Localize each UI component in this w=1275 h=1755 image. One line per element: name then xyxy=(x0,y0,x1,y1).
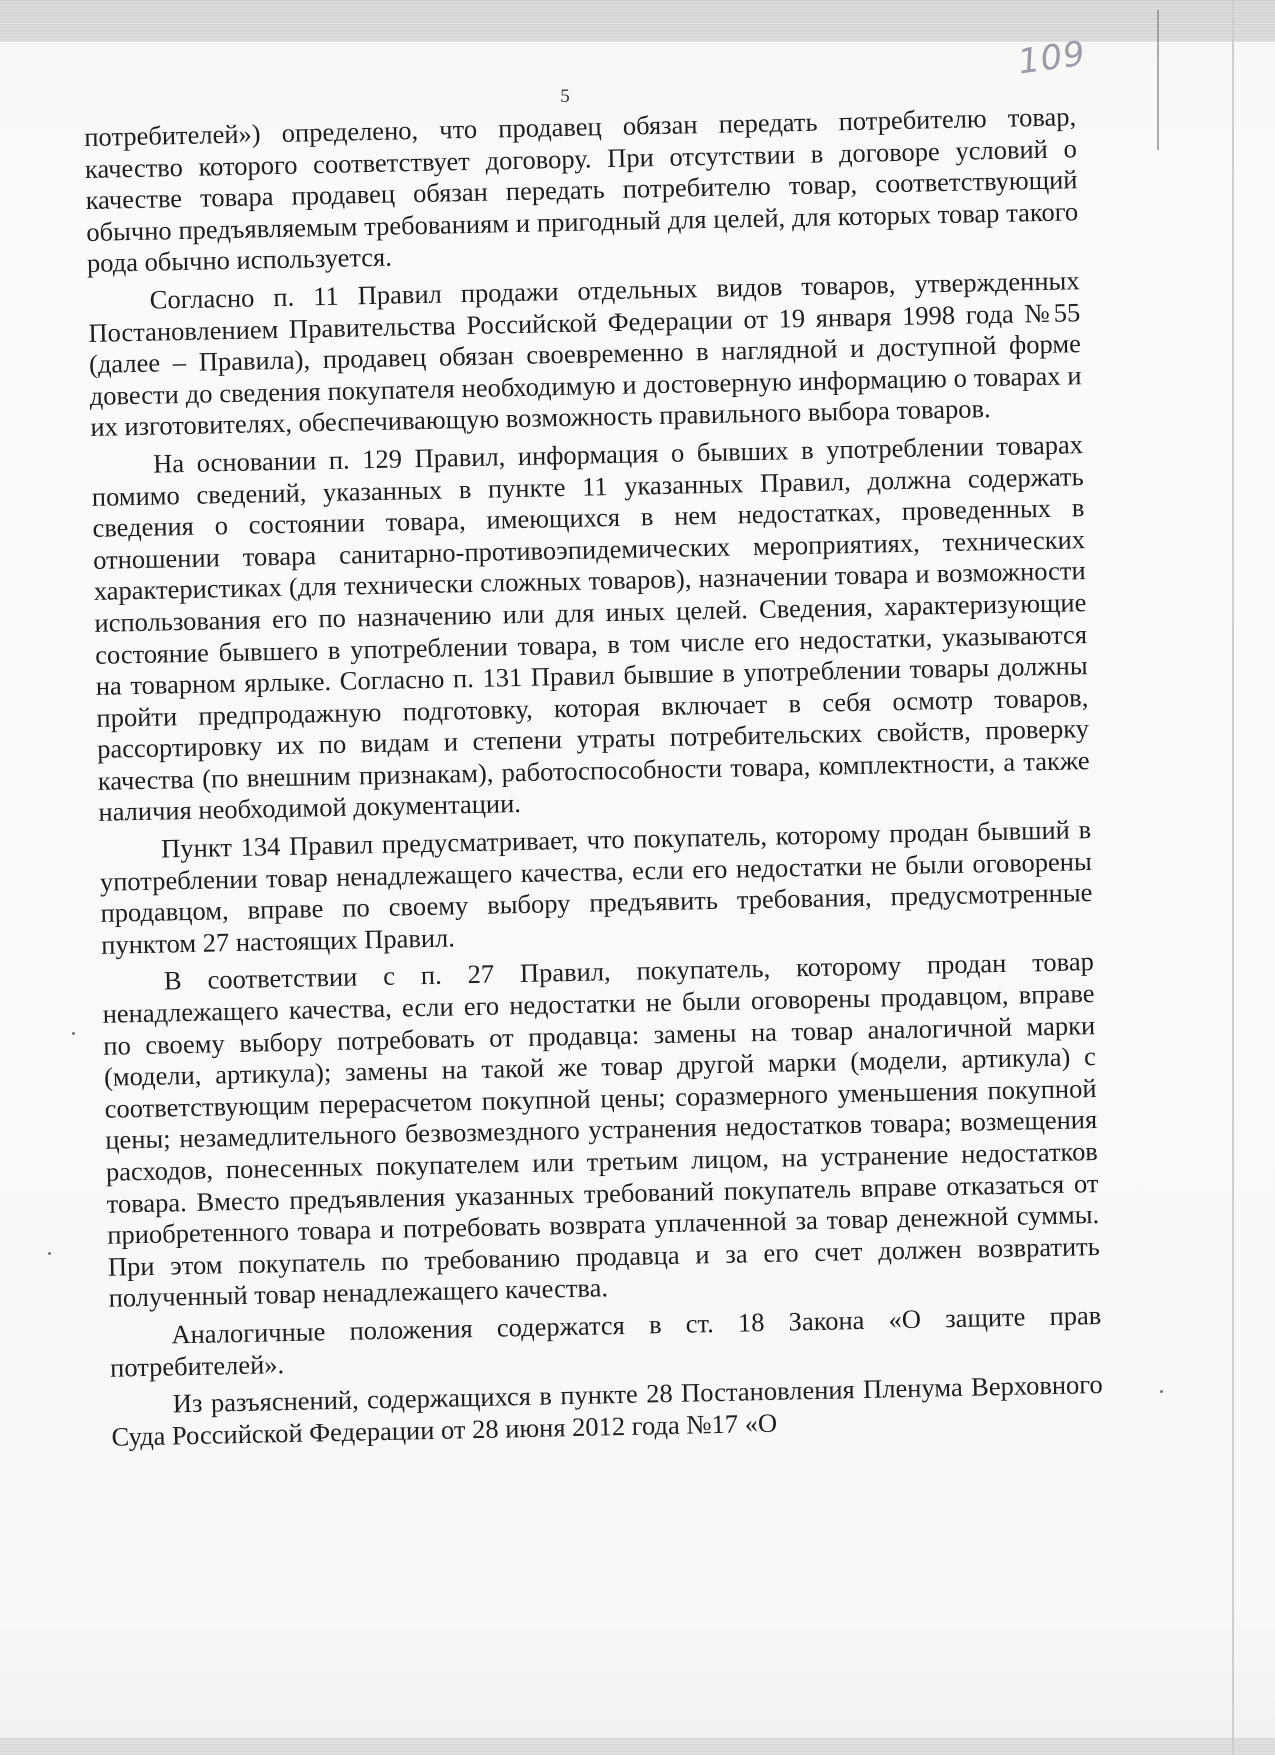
scan-margin-line xyxy=(1232,0,1234,1755)
document-body xyxy=(84,101,1104,1459)
scan-edge-line xyxy=(1157,10,1159,150)
scan-noise-bottom xyxy=(0,1738,1275,1755)
paragraph-4: Пункт 134 Правил предусматривает, что покупатель, которому продан бывший в употреблении товар ненадлежащего качества, если его недостатки не были оговорены продавцом, вправе по своему выбору предъявить требования, предусмотренные пунктом 27 настоящих Правил. xyxy=(99,814,1093,960)
handwritten-folio-number: 109 xyxy=(1015,33,1089,83)
paragraph-3: На основании п. 129 Правил, информация о бывших в употреблении товарах помимо сведений, указанных в пункте 11 указанных Правил, должна содержать сведения о состоянии товара, имеющихся в нем недостатках, проведенных в отношении товара санитарно-противоэпидемических мероприятиях, технических характеристиках (для технически сложных товаров), назначении товара и возможности использования его по назначению или для иных целей. Сведения, характеризующие состояние бывшего в употреблении товара, в том числе его недостатки, указываются на товарном ярлыке. Согласно п. 131 Правил бывшие в употреблении товары должны пройти предпродажную подготовку, которая включает в себя осмотр товаров, рассортировку их по видам и степени утраты потребительских свойств, проверку качества (по внешним признакам), работоспособности товара, комплектности, а также наличия необходимой документации. xyxy=(91,429,1090,828)
paragraph-5: В соответствии с п. 27 Правил, покупатель, которому продан товар ненадлежащего качества, если его недостатки не были оговорены продавцом, вправе по своему выбору потребовать от продавца: замены на товар аналогичной марки (модели, артикула); замены на такой же товар другой марки (модели, артикула) с соответствующим перерасчетом покупной цены; соразмерного уменьшения покупной цены; незамедлительного безвозмездного устранения недостатков товара; возмещения расходов, понесенных покупателем или третьим лицом, на устранение недостатков товара. Вместо предъявления указанных требований покупатель вправе отказаться от приобретенного товара и потребовать возврата уплаченной за товар денежной суммы. При этом покупатель по требованию продавца и за его счет должен возвратить полученный товар ненадлежащего качества. xyxy=(102,946,1101,1314)
scan-noise-top xyxy=(0,0,1275,42)
paragraph-6: Аналогичные положения содержатся в ст. 18 Закона «О защите прав потребителей». xyxy=(109,1299,1102,1383)
paragraph-1: потребителей») определено, что продавец обязан передать потребителю товар, качество которого соответствует договору. При отсутствии в договоре условий о качестве товара продавец обязан передать потребителю товар, соответствующий обычно предъявляемым требованиям и пригодный для целей, для которых товар такого рода обычно используется. xyxy=(84,101,1079,279)
scan-speck xyxy=(48,1252,51,1255)
paragraph-2: Согласно п. 11 Правил продажи отдельных видов товаров, утвержденных Постановлением Правительства Российской Федерации от 19 января 1998 года №55 (далее – Правила), продавец обязан своевременно в наглядной и доступной форме довести до сведения покупателя необходимую и достоверную информацию о товарах и их изготовителях, обеспечивающую возможность правильного выбора товаров. xyxy=(88,265,1082,443)
scan-speck xyxy=(72,1032,75,1035)
paragraph-7: Из разъяснений, содержащихся в пункте 28 Постановления Пленума Верховного Суда Российской Федерации от 28 июня 2012 года №17 «О xyxy=(111,1369,1103,1452)
scan-speck xyxy=(1160,1390,1163,1393)
page-number: 5 xyxy=(560,86,570,107)
